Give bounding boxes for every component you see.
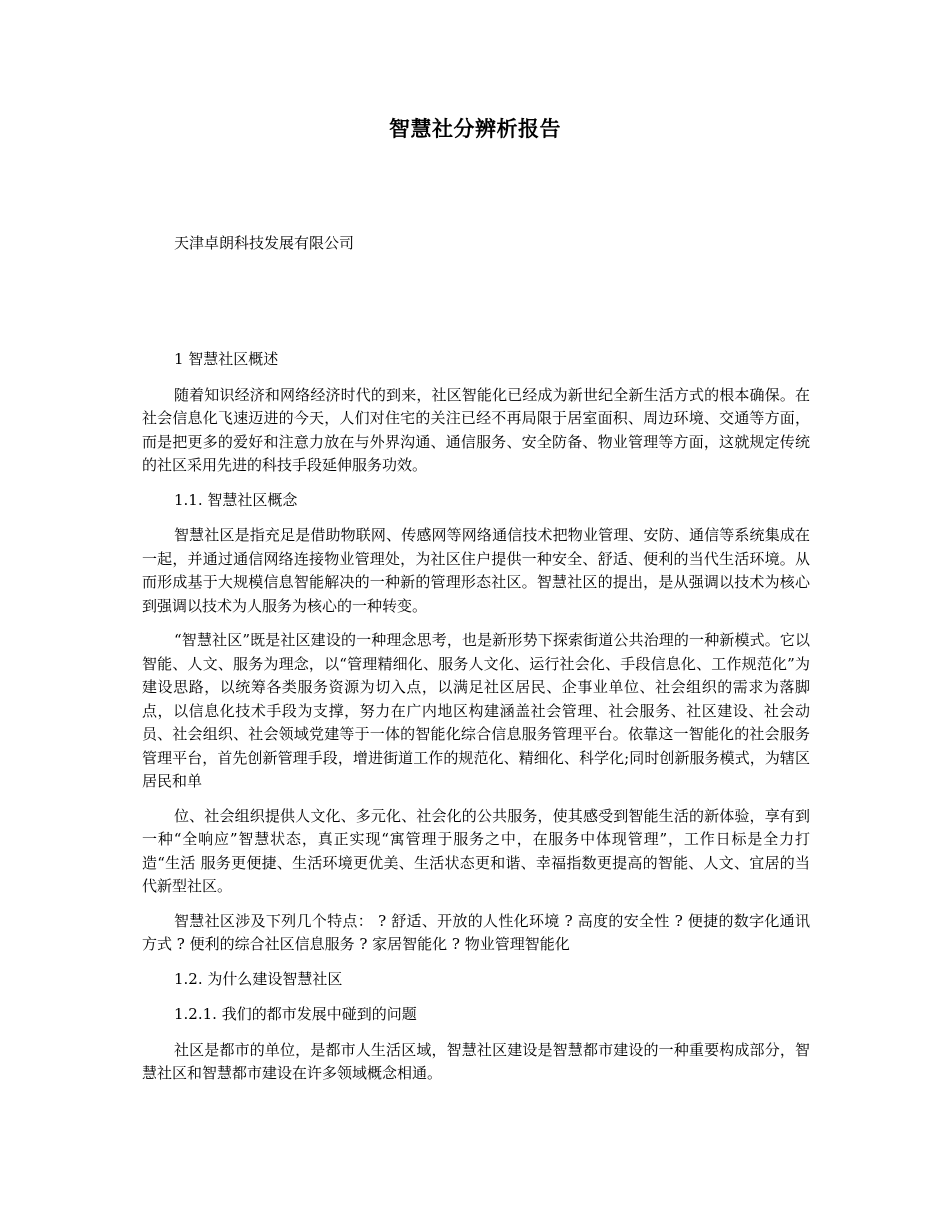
paragraph: 随着知识经济和网络经济时代的到来，社区智能化已经成为新世纪全新生活方式的根本确保。在社会信息化飞速迈进的今天，人们对住宅的关注已经不再局限于居室面积、周边环境、交通等方面，而是把更多的爱好和注意力放在与外界沟通、通信服务、安全防备、物业管理等方面，这就规定传统的社区采用先进的科技手段延伸服务功效。 — [142, 385, 810, 474]
paragraph: 社区是都市的单位，是都市人生活区域，智慧社区建设是智慧都市建设的一种重要构成部分，智慧社区和智慧都市建设在许多领域概念相通。 — [142, 1040, 810, 1082]
paragraph: 位、社会组织提供人文化、多元化、社会化的公共服务，使其感受到智能生活的新体验，享有到一种“全响应”智慧状态，真正实现“寓管理于服务之中，在服务中体现管理”，工作日标是全力打造“生活 服务更便捷、生活环境更优美、生活状态更和谐、幸福指数更提高的智能、人文、宜居的当代新型社区。 — [142, 806, 810, 895]
paragraph: 智慧社区是指充足是借助物联网、传感网等网络通信技术把物业管理、安防、通信等系统集成在一起，并通过通信网络连接物业管理处，为社区住户提供一种安全、舒适、便利的当代生活环境。从而形成基于大规模信息智能解决的一种新的管理形态社区。智慧社区的提出，是从强调以技术为核心到强调以技术为人服务为核心的一种转变。 — [142, 526, 810, 615]
subsection-heading: 1.2.1. 我们的都市发展中碰到的问题 — [174, 1005, 417, 1023]
section-heading: 1 智慧社区概述 — [174, 350, 279, 368]
document-title: 智慧社分辨析报告 — [389, 116, 561, 141]
paragraph: 智慧社区涉及下列几个特点： ? 舒适、开放的人性化环境 ? 高度的安全性 ? 便捷的数字化通讯方式 ? 便利的综合社区信息服务 ? 家居智能化 ? 物业管理智能化 — [142, 911, 810, 953]
document-body — [142, 348, 810, 1097]
company-name: 天津卓朗科技发展有限公司 — [174, 234, 355, 252]
paragraph: “智慧社区”既是社区建设的一种理念思考，也是新形势下探索街道公共治理的一种新模式。它以智能、人文、服务为理念，以“管理精细化、服务人文化、运行社会化、手段信息化、工作规范化”为建设思路，以统筹各类服务资源为切入点，以满足社区居民、企事业单位、社会组织的需求为落脚点，以信息化技术手段为支撑，努力在广内地区构建涵盖社会管理、社会服务、社区建设、社会动员、社会组织、社会领域党建等于一体的智能化综合信息服务管理平台。依靠这一智能化的社会服务管理平台，首先创新管理手段，增进街道工作的规范化、精细化、科学化;同时创新服务模式，为辖区居民和单 — [142, 631, 810, 790]
section-heading: 1.1. 智慧社区概念 — [174, 490, 298, 509]
section-heading: 1.2. 为什么建设智慧社区 — [174, 969, 343, 988]
